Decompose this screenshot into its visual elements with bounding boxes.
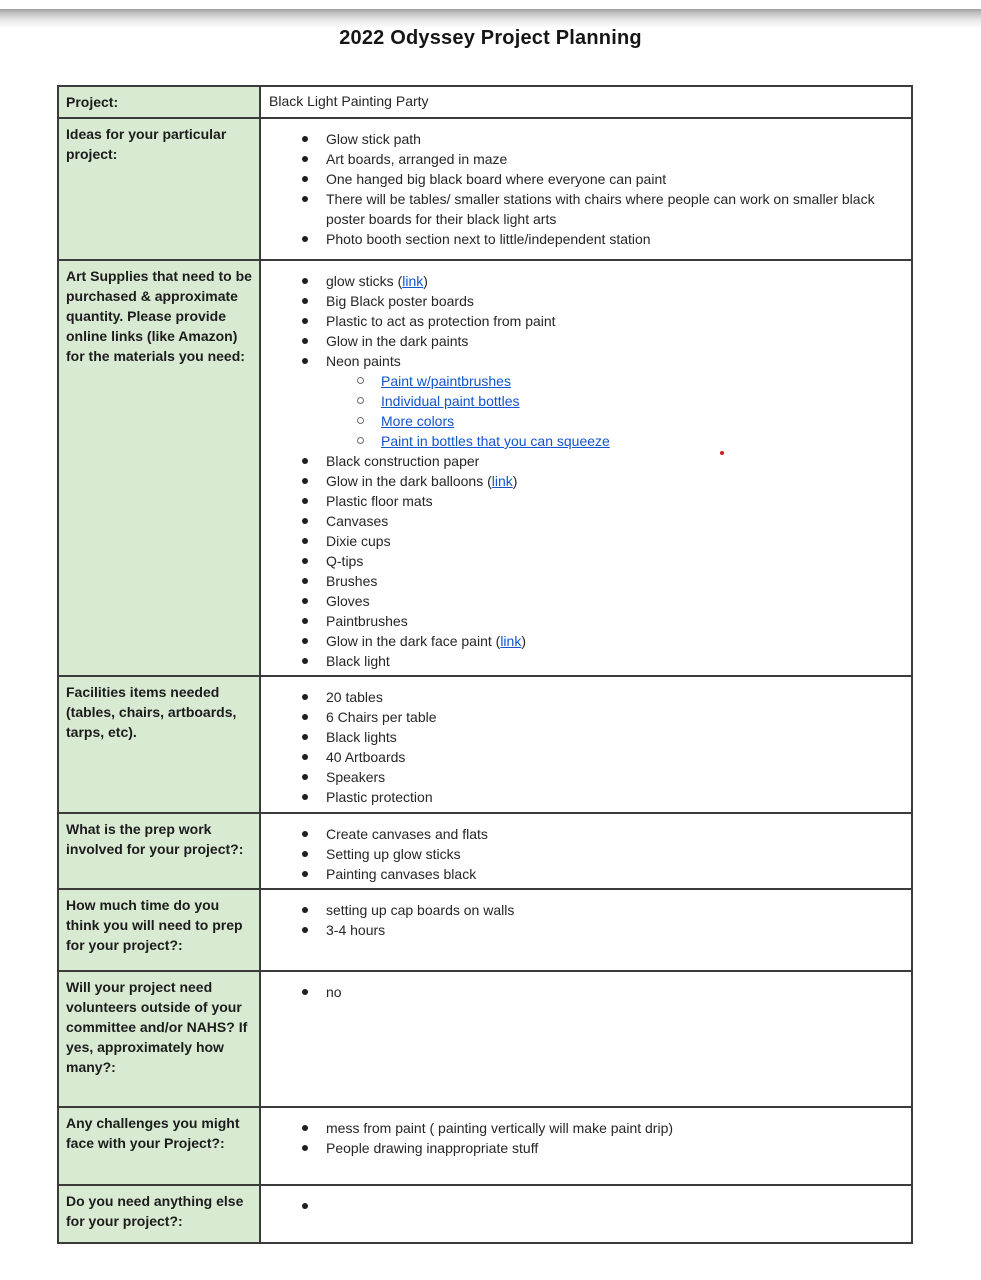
- row-label-prep-work: What is the prep work involved for your project?:: [58, 813, 260, 889]
- sub-bullet-item: [381, 411, 903, 431]
- document-title: 2022 Odyssey Project Planning: [339, 27, 642, 49]
- bullet-text: glow sticks (: [326, 273, 403, 289]
- anything-else-bullet-list: [269, 1196, 903, 1216]
- bullet-item: Photo booth section next to little/independent station: [326, 229, 903, 249]
- bullet-item: Dixie cups: [326, 531, 903, 551]
- row-value-facilities: [260, 676, 912, 813]
- row-value-ideas: [260, 118, 912, 260]
- table-row-facilities: [58, 676, 912, 813]
- table-row-prep-time: [58, 889, 912, 971]
- bullet-item: Gloves: [326, 591, 903, 611]
- ideas-bullet-list: [269, 129, 903, 249]
- bullet-item: One hanged big black board where everyone can paint: [326, 169, 903, 189]
- glow-sticks-link[interactable]: link: [402, 273, 424, 289]
- bullet-item: People drawing inappropriate stuff: [326, 1138, 903, 1158]
- bullet-item: Black light: [326, 651, 903, 671]
- bullet-item: 20 tables: [326, 687, 903, 707]
- row-label-prep-time: How much time do you think you will need to prep for your project?:: [58, 889, 260, 971]
- facilities-bullet-list: [269, 687, 903, 807]
- table-row-anything-else: [58, 1185, 912, 1243]
- bullet-item: 6 Chairs per table: [326, 707, 903, 727]
- row-label-anything-else: Do you need anything else for your project?:: [58, 1185, 260, 1243]
- row-label-challenges: Any challenges you might face with your Project?:: [58, 1107, 260, 1185]
- volunteers-bullet-list: [269, 982, 903, 1002]
- bullet-item: setting up cap boards on walls: [326, 900, 903, 920]
- bullet-item: Create canvases and flats: [326, 824, 903, 844]
- face-paint-link[interactable]: link: [500, 633, 522, 649]
- bullet-item: [326, 1196, 903, 1216]
- bullet-text: Glow in the dark face paint (: [326, 633, 501, 649]
- bullet-text: Glow in the dark balloons (: [326, 473, 492, 489]
- table-row-challenges: [58, 1107, 912, 1185]
- table-row-volunteers: [58, 971, 912, 1107]
- bullet-text: ): [521, 633, 526, 649]
- squeeze-bottles-link[interactable]: Paint in bottles that you can squeeze: [381, 433, 610, 449]
- bullet-item: Setting up glow sticks: [326, 844, 903, 864]
- bullet-item: 3-4 hours: [326, 920, 903, 940]
- bullet-item: Black construction paper: [326, 451, 903, 471]
- row-value-prep-work: [260, 813, 912, 889]
- table-row-art-supplies: [58, 260, 912, 676]
- individual-paint-bottles-link[interactable]: Individual paint bottles: [381, 393, 520, 409]
- prep-work-bullet-list: [269, 824, 903, 884]
- row-label-volunteers: Will your project need volunteers outside of your committee and/or NAHS? If yes, approximately how many?:: [58, 971, 260, 1107]
- row-label-facilities: Facilities items needed (tables, chairs, artboards, tarps, etc).: [58, 676, 260, 813]
- bullet-item: 40 Artboards: [326, 747, 903, 767]
- supplies-bullet-list: [269, 271, 903, 671]
- row-label-project: Project:: [58, 86, 260, 118]
- sub-bullet-item: [381, 431, 903, 451]
- bullet-item: Speakers: [326, 767, 903, 787]
- row-label-art-supplies: Art Supplies that need to be purchased & approximate quantity. Please provide online links (like Amazon) for the materials you need:: [58, 260, 260, 676]
- bullet-item: Plastic to act as protection from paint: [326, 311, 903, 331]
- bullet-item: Plastic floor mats: [326, 491, 903, 511]
- table-row-ideas: [58, 118, 912, 260]
- page-top-shadow: [0, 9, 981, 28]
- row-value-anything-else: [260, 1185, 912, 1243]
- row-value-challenges: [260, 1107, 912, 1185]
- bullet-item: Canvases: [326, 511, 903, 531]
- row-value-volunteers: [260, 971, 912, 1107]
- bullet-item: Black lights: [326, 727, 903, 747]
- balloons-link[interactable]: link: [491, 473, 513, 489]
- bullet-text: ): [423, 273, 428, 289]
- table-row-prep-work: [58, 813, 912, 889]
- bullet-item: Paintbrushes: [326, 611, 903, 631]
- bullet-item: [326, 471, 903, 491]
- challenges-bullet-list: [269, 1118, 903, 1158]
- neon-paints-sublist: [326, 371, 903, 451]
- sub-bullet-item: [381, 371, 903, 391]
- bullet-item: Glow stick path: [326, 129, 903, 149]
- planning-table: [57, 85, 913, 1244]
- paint-w-paintbrushes-link[interactable]: Paint w/paintbrushes: [381, 373, 511, 389]
- bullet-item: [326, 631, 903, 651]
- bullet-item: [326, 351, 903, 451]
- bullet-text: ): [512, 473, 518, 489]
- sub-bullet-item: [381, 391, 903, 411]
- bullet-item: Q-tips: [326, 551, 903, 571]
- bullet-item: Painting canvases black: [326, 864, 903, 884]
- row-value-prep-time: [260, 889, 912, 971]
- bullet-item: Glow in the dark paints: [326, 331, 903, 351]
- bullet-item: Big Black poster boards: [326, 291, 903, 311]
- more-colors-link[interactable]: More colors: [381, 413, 455, 429]
- bullet-item: mess from paint ( painting vertically will make paint drip): [326, 1118, 903, 1138]
- bullet-item: Art boards, arranged in maze: [326, 149, 903, 169]
- bullet-item: Plastic protection: [326, 787, 903, 807]
- row-value-project: Black Light Painting Party: [260, 86, 912, 118]
- bullet-text: Neon paints: [326, 353, 401, 369]
- row-value-art-supplies: [260, 260, 912, 676]
- comment-marker-dot: [720, 451, 724, 455]
- prep-time-bullet-list: [269, 900, 903, 940]
- bullet-item: no: [326, 982, 903, 1002]
- bullet-item: [326, 271, 903, 291]
- bullet-item: Brushes: [326, 571, 903, 591]
- table-row-project: [58, 86, 912, 118]
- bullet-item: There will be tables/ smaller stations with chairs where people can work on smaller black poster boards for their black light arts: [326, 189, 903, 229]
- row-label-ideas: Ideas for your particular project:: [58, 118, 260, 260]
